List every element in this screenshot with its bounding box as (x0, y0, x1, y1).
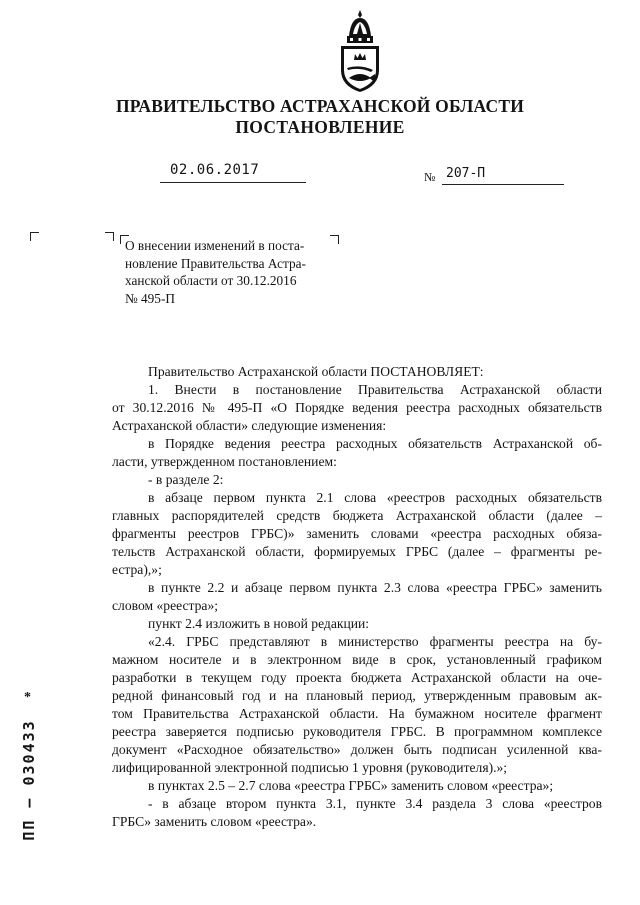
government-title: ПРАВИТЕЛЬСТВО АСТРАХАНСКОЙ ОБЛАСТИ (115, 96, 525, 116)
body-line: том Правительства Астраханской области. На бумажном носителе фрагмент (112, 706, 602, 721)
body-line: в пункте 2.2 и абзаце первом пункта 2.3 слова «реестра ГРБС» заменить (148, 580, 602, 595)
corner-mark (30, 232, 39, 241)
body-line: фрагменты реестров ГРБС)» заменить словами «реестра расходных обяза- (112, 526, 602, 541)
body-line: тельств Астраханской области, формируемых ГРБС (далее – фрагменты ре- (112, 544, 602, 559)
body-line: в пунктах 2.5 – 2.7 слова «реестра ГРБС» заменить словом «реестра»; (148, 778, 554, 793)
stamp-mark: * (24, 690, 31, 705)
serial-number: ПП – 030433 (20, 719, 38, 841)
body-line: в Порядке ведения реестра расходных обязательств Астраханской об- (148, 436, 602, 451)
subject-line: новление Правительства Астра- (125, 255, 306, 271)
serial-stamp (22, 690, 42, 870)
body-line: пункт 2.4 изложить в новой редакции: (148, 616, 370, 631)
date-field (160, 162, 306, 183)
body-line: Правительство Астраханской области ПОСТАНОВЛЯЕТ: (148, 364, 484, 379)
document-date: 02.06.2017 (170, 162, 260, 178)
body-line: естра),»; (112, 562, 162, 577)
body-line: от 30.12.2016 № 495-П «О Порядке ведения реестра расходных обязательств (112, 400, 602, 415)
subject-line: О внесении изменений в поста- (125, 238, 305, 253)
body-line: 1. Внести в постановление Правительства Астраханской области (148, 382, 602, 397)
body-line: Астраханской области» следующие изменения: (112, 418, 387, 433)
body-line: ГРБС» заменить словом «реестра». (112, 814, 317, 829)
body-line: главных распорядителей средств бюджета Астраханской области (далее – (112, 508, 602, 523)
number-label: № (424, 170, 436, 184)
body-line: в абзаце первом пункта 2.1 слова «реестров расходных обязательств (148, 490, 602, 505)
document-type-title: ПОСТАНОВЛЕНИЕ (235, 117, 405, 137)
document-number: 207-П (446, 166, 486, 181)
body-line: «2.4. ГРБС представляют в министерство фрагменты реестра на бу- (148, 634, 602, 649)
subject-line: № 495-П (125, 290, 175, 306)
body-line: - в абзаце втором пункта 3.1, пункте 3.4 раздела 3 слова «реестров (148, 796, 602, 811)
body-line: мажном носителе и в электронном виде в срок, установленный графиком (112, 652, 602, 667)
body-line: документ «Расходное обязательство» должен быть подписан усиленной ква- (112, 742, 602, 757)
body-line: разработки в текущем году проекта бюджета Астраханской области на оче- (112, 670, 602, 685)
body-line: - в разделе 2: (148, 472, 224, 487)
document-subject (125, 237, 335, 307)
corner-mark (105, 232, 114, 241)
subject-line: ханской области от 30.12.2016 (125, 273, 297, 288)
body-line: редной финансовый год и на плановый период, утвержденным правовым ак- (112, 688, 602, 703)
body-line: реестра заверяется подписью руководителя ГРБС. В программном комплексе (112, 724, 602, 739)
number-field (442, 166, 564, 185)
body-line: словом «реестра»; (112, 598, 219, 613)
body-line: ласти, утвержденном постановлением: (112, 454, 337, 469)
coat-of-arms-icon (335, 8, 385, 94)
body-line: лифицированной электронной подписью 1 уровня (руководителя).»; (112, 760, 508, 775)
